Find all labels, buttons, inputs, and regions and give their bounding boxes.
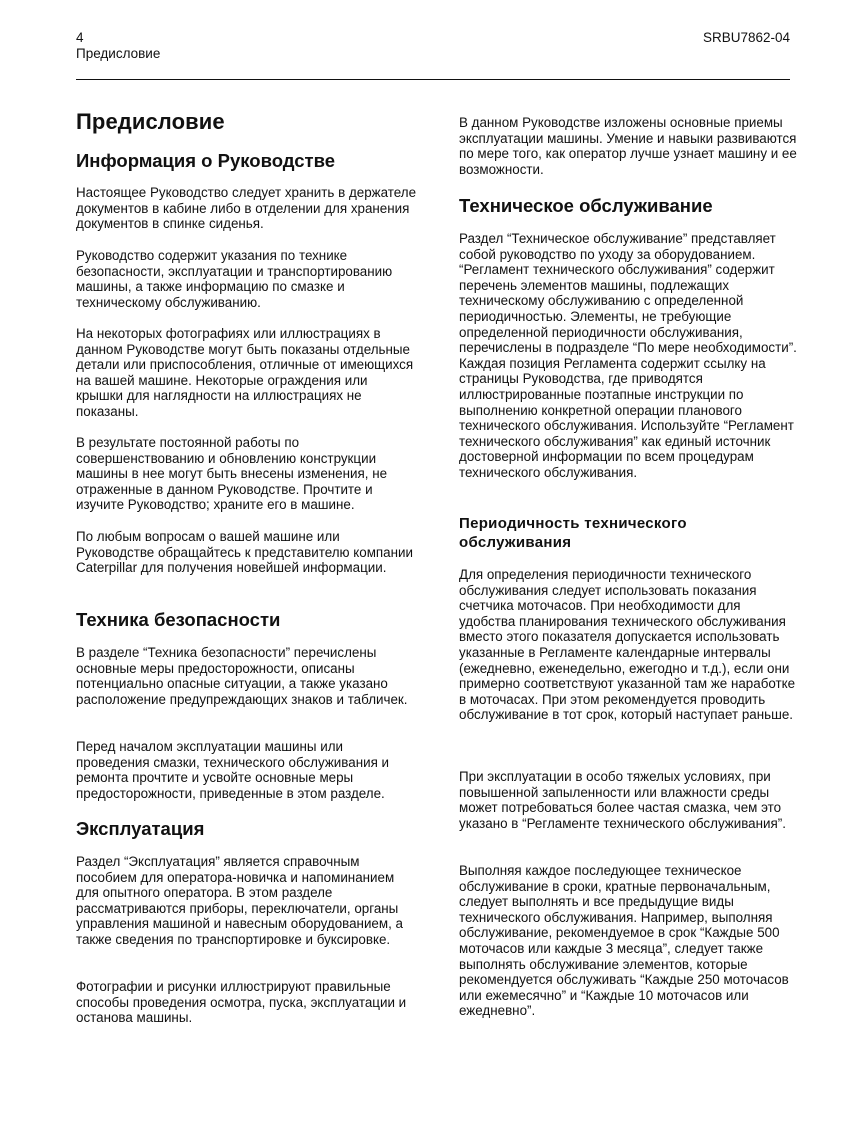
heading-operation: Эксплуатация (76, 818, 205, 839)
paragraph: На некоторых фотографиях или иллюстрациях в данном Руководстве могут быть показаны отдельные детали или приспособления, отличные от имеющихся на вашей машине. Некоторые ограждения или крышки для наглядности на иллюстрациях не показаны. (76, 326, 414, 419)
paragraph: В данном Руководстве изложены основные приемы эксплуатации машины. Умение и навыки развиваются по мере того, как оператор лучше узнает машину и ее возможности. (459, 115, 797, 177)
paragraph: В результате постоянной работы по совершенствованию и обновлению конструкции машины в нее могут быть внесены изменения, не отраженные в данном Руководстве. Прочтите и изучите Руководство; храните его в машине. (76, 435, 388, 513)
document-id: SRBU7862-04 (702, 30, 790, 45)
heading-maintenance: Техническое обслуживание (459, 195, 713, 216)
heading-manual-info: Информация о Руководстве (76, 150, 336, 171)
paragraph: Перед началом эксплуатации машины или проведения смазки, технического обслуживания и ремонта прочтите и усвойте основные меры предосторожности, приведенные в этом разделе. (76, 739, 390, 801)
paragraph: По любым вопросам о вашей машине или Руководстве обращайтесь к представителю компании Caterpillar для получения новейшей информации. (76, 529, 413, 576)
page-title: Предисловие (76, 109, 225, 134)
heading-safety: Техника безопасности (76, 609, 281, 630)
paragraph: Раздел “Техническое обслуживание” представляет собой руководство по уходу за оборудованием. “Регламент технического обслуживания” содержит перечень элементов машины, подлежащих техническому обслуживанию с определенной периодичностью. Элементы, не требующие определенной периодичности обслуживания, перечислены в подразделе “По мере необходимости”. Каждая позиция Регламента содержит ссылку на страницы Руководства, где приводятся иллюстрированные поэтапные инструкции по выполнению конкретной операции планового технического обслуживания. Используйте “Регламент технического обслуживания” как единый источник достоверной информации по всем процедурам технического обслуживания. (459, 231, 797, 480)
heading-maintenance-intervals: Периодичность технического обслуживания (459, 515, 687, 551)
paragraph: Настоящее Руководство следует хранить в держателе документов в кабине либо в отделении для хранения документов в спинке сиденья. (76, 185, 417, 232)
page-number: 4 (76, 30, 84, 45)
paragraph: Раздел “Эксплуатация” является справочным пособием для оператора-новичка и напоминанием для опытного оператора. В этом разделе рассматриваются приборы, переключатели, органы управления машиной и навесным оборудованием, а также сведения по транспортировке и буксировке. (76, 854, 403, 947)
paragraph: Фотографии и рисунки иллюстрируют правильные способы проведения осмотра, пуска, эксплуатации и останова машины. (76, 979, 407, 1026)
paragraph: Выполняя каждое последующее техническое обслуживание в сроки, кратные первоначальным, следует выполнять и все предыдущие виды технического обслуживания. Например, выполняя обслуживание, рекомендуемое в срок “Каждые 500 моточасов или каждые 3 месяца”, следует также выполнять обслуживание элементов, которые рекомендуется обслуживать “Каждые 250 моточасов или ежемесячно” и “Каждые 10 моточасов или ежедневно”. (459, 863, 789, 1019)
paragraph: При эксплуатации в особо тяжелых условиях, при повышенной запыленности или влажности среды может потребоваться более частая смазка, чем это указано в “Регламенте технического обслуживания”. (459, 769, 786, 831)
header-rule (76, 79, 790, 80)
paragraph: В разделе “Техника безопасности” перечислены основные меры предосторожности, описаны потенциально опасные ситуации, а также указано расположение предупреждающих знаков и табличек. (76, 645, 408, 707)
running-section-title: Предисловие (76, 46, 161, 61)
paragraph: Руководство содержит указания по технике безопасности, эксплуатации и транспортированию машины, а также информацию по смазке и техническому обслуживанию. (76, 248, 393, 310)
paragraph: Для определения периодичности технического обслуживания следует использовать показания счетчика моточасов. При необходимости для удобства планирования технического обслуживания вместо этого показателя допускается использовать указанные в Регламенте календарные интервалы (ежедневно, еженедельно, ежегодно и т.д.), если они примерно соответствуют указанной там же наработке в моточасах. При этом рекомендуется проводить обслуживание в тот срок, который наступает раньше. (459, 567, 796, 723)
